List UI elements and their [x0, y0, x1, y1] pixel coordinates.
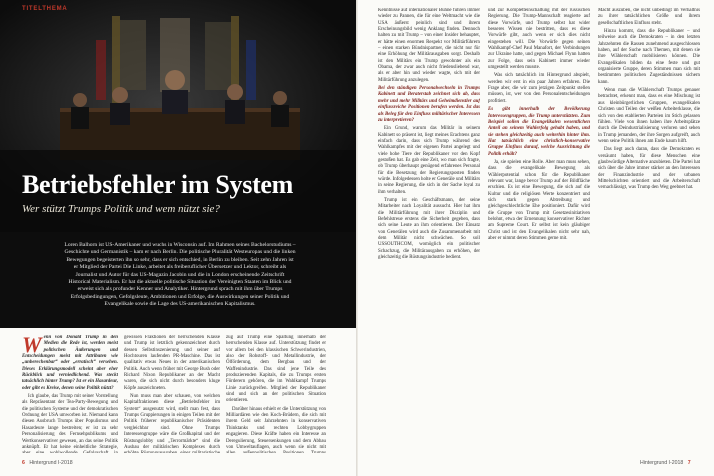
- paragraph: Ich glaube, das Trump mit seiner Vorstellung als Repräsentant der Tea-Party-Bewegung und die politischen Systeme und der demokratischen Ordnung der USA umworben ist. Niemand kann diesen Ausbruch Trumps über Populismus und Hasardeure lange bestreiten; er ist zu sehr Personalisierung des Fernsehpublikums und Wertkonservativer gewesen, an das seine Politik anknüpft. Er hat keine einheitliche Strategie,: [22, 394, 118, 450]
- hero-photo: [0, 0, 357, 232]
- page-number-right: 7: [687, 460, 691, 466]
- paragraph: Wenn man die Wählerschaft Trumps genauer betrachtet, erkennt man, dass es eine Mischung ist aus kleinbürgerlichen Gruppen, evangelikalen Christen und Teilen der weißen Arbeiterklasse, die sich von den etablierten Parteien im Stich gelassen fühlen. Viele von ihnen haben ihre Arbeitsplätze durch die Deindustrialisierung verloren und sehen in Trump jemanden, der ihre Sorgen aufgreift, auch wenn seine Politik ihnen am Ende kaum hilft.: [598, 88, 700, 144]
- paragraph: Nun muss man aber schauen, von welchen Kapitalfraktionen diese „Betriebsfehler im System“ ausgenutzt wird, stellt man fest, dass Trumps Gruppierungen in einigen Teilen mit der Politik früherer republikanischer Präsidenten vergleichbar sind. Ohne Trumps Interessengruppe wäre die Großkapital und der Rüstungslobby und „Terrormärkte“ sind die Ausbau der militärischen Komplexes durch: [124, 394, 220, 450]
- page-gutter: [356, 0, 358, 476]
- paragraph: Ein Grund, warum das Militär in seinem Kabinett so präsent ist, liegt meines Erachtens ganz einfach darin, dass sich Trump während des Wahlkampfes mit der eigenen Partei angelegt und viele hohe Tiere der Republikaner vor den Kopf gestoßen hat. Es gab eine Zeit, wo man sich fragte, ob Trump überhaupt genügend erfahrenes Personal für die Besetzung der Regierungsposten finden würde. Infolgedessen holte er Generäle und Militärs in seine Regierung, die sich in der Sache loyal zu ihm verhalten.: [378, 126, 480, 195]
- intro-text: Loren Balhorn ist US-Amerikaner und wuchs in Wisconsin auf. Im Rahmen seines Bachelorstudiums – Geschichte und Germanistik – kam er nach Berlin. Die politische Pluralität Westeuropas und die linken Bewegungen begeisterten ihn so sehr, dass er sich entschied, in Berlin zu bleiben. Seit zehn Jahren ist er Mitglied der Partei Die Linke, arbeitet als freiberuflicher Übersetzer und Lektor, schreibt als Journalist und Autor für das US-Magazin Jacobin und die in London erscheinende Zeitschrift Historical Materialism. Er hat die aktuelle politische Situation der Vereinigten Staaten im Blick und erweist sich als profunder Kenner und Analytiker. Hintergrund sprach mit ihm über Trumps Erfolgsbedingungen, Gefolgsleute, Ambitionen und Erfolge, die Auswirkungen seiner Politik und Evangelikale sowie die Lage des US-amerikanischen Kapitalismus.: [64, 242, 296, 308]
- intro-box: [0, 232, 357, 328]
- paragraph: Ja, sie spielen eine Rolle. Aber man muss sehen, dass die evangelikale Bewegung als Wählerpotential schon für die Republikaner relevant war, lange bevor Trump auf der Bildfläche erschien. Es ist eine Bewegung, die sich auf die Kultur und die religiösen Werte konzentriert und sich stark gegen Abtreibung und gleichgeschlechtliche Ehe positioniert. Dafür wird die Gruppe von Trump mit Gesetzesinitiativen belohnt, etwa der Ernennung konservativer Richter am Supreme Court. Er selbst ist kein gläubiger Christ und ist den Evangelikalen nicht sehr nah, aber er nimmt deren Stimmen gerne mit.: [488, 159, 590, 242]
- interview-question: Bei den ständigen Personalwechseln in Trumps Kabinett und Beraterstab zeichnet sich ab, dass mehr und mehr Militärs und Geheimdienstler auf einflussreiche Positionen berufen werden. Ist das als Beleg für den Einfluss militärischer Interessen zu interpretieren?: [378, 86, 480, 123]
- column-2: [124, 335, 220, 453]
- footer-right-text: Hintergrund I-2018: [640, 460, 684, 466]
- column-4: [378, 8, 480, 453]
- footer-right: [640, 460, 691, 466]
- article-subline: Wer stützt Trumps Politik und wem nützt sie?: [22, 203, 220, 215]
- column-1: [22, 335, 118, 453]
- paragraph: Hinzu kommt, dass die Republikaner – und teilweise auch die Demokraten – in den letzten Jahrzehnten die Rassen zunehmend ausgeschlossen haben, auf der Suche nach Themen, mit denen sie ihre Wählerschaft mobilisieren können. Die Evangelikalen bilden da eine feste und gut organisierte Gruppe, deren Stimmen man sich mit bestimmten politischen Zugeständnissen sichern kann.: [598, 29, 700, 85]
- paragraph: Trump ist ein Geschäftsmann, der seine Mitarbeiter nach Loyalität aussucht. Hier hat ihm die Militärführung mit ihrer Disziplin und Befehlstreue erstens die Sicherheit gegeben, dass sich seine Leute an ihm orientieren. Der Einsatz von Generälen wird auch die Zusammenarbeit mit dem Militär nicht schwächen. So soll USSOUTHCOM, womöglich ein politischer Schachzug, die Militärausgaben zu erhöhen, der gleichzeitig die Rüstungsindustrie bedient.: [378, 197, 480, 261]
- column-5: [488, 8, 590, 453]
- column-3: [226, 335, 326, 453]
- paragraph: und zur Kompletteinschaltung mit der russischen Regierung. Die Trump-Mannschaft reagierte auf diese Vorwürfe, und Trump selbst hat wider besseres Wissen nie bestritten, dass es diese Vorwürfe gibt, auch wenn er sich dies nicht eingestehen will. Die Vorwürfe gegen seinen Wahlkampf-Chef Paul Manafort, der Verbindungen zur Ukraine hatte, und gegen Michael Flynn hatten zur Folge, dass sein Kabinett immer wieder umgestellt werden musste.: [488, 8, 590, 71]
- article-headline: Betriebsfehler im System: [22, 170, 294, 199]
- paragraph: Macht auszüben, die nicht unbedingt im Verhältnis zu ihrer tatsächlichen Größe und ihrem gesellschaftlichen Einfluss steht.: [598, 8, 700, 26]
- footer-left-text: Hintergrund I-2018: [29, 460, 73, 466]
- column-6: [598, 8, 700, 453]
- footer-left: [22, 460, 73, 466]
- paragraph: Kenntnisse auf internationaler Bühne führen immer wieder zu Pannen, die für eine Weltmacht wie die USA äußerst peinlich sind und ihrem Erscheinungsbild wenig Anklang finden. Dennoch halten zu mit Trump – von einer Insider behauptet, er hätte einen enormen Respekt vor Militärführern – einen starken Bündnispartner, die nicht nur für eine Erhöhung der Militärausgaben sorgt. Deshalb ist den Militärs ein Trump gewohnter als ein Obama, der zwar auch nicht friedensliebend war, als er aber hin und wieder wagte, sich mit der Militärführung anzulegen.: [378, 8, 480, 83]
- paragraph: Was sich tatsächlich im Hintergrund abspielt, werden wir erst in ein paar Jahren erfahren. Die Frage aber, die wir zum jetzigen Zeitpunkt stellen müssen, ist, wer von den Personalentscheidungen profitiert.: [488, 73, 590, 104]
- paragraph: Das liegt auch daran, dass die Demokraten es versäumt haben, für diese Menschen eine glaubwürdige Alternative anzubieten. Die Partei hat sich über die Jahre immer stärker an den Interessen der Finanzindustrie und der urbanen Mittelschichten orientiert und die Arbeiterschaft vernachlässigt, was Trump den Weg geebnet hat.: [598, 147, 700, 191]
- drop-cap: W: [22, 335, 42, 357]
- paragraph: zug auf Trump eine Spaltung innerhalb der herrschenden Klasse auf. Unterstützung findet er vor allem bei den klassischen Schwerindustrien, also der Rohstoff- und Metallindustrie, der Ölförderung, dem Bergbau und der Waffenindustrie. Das sind jene Teile des produzierenden Kapitals, die zu Trumps ersten Förderern gehören, die im Wahlkampf Trumps Linie zurückgreifen. Mitglied der Republikaner sind und sich an der politischen Situation orientieren.: [226, 335, 326, 404]
- interview-question: Es gibt innerhalb der Bevölkerung Interessengruppen, die Trump unterstützten. Zum Beispiel sollen die Evangelikalen wesentlichen Anteil an seinem Wahlerfolg gehabt haben, und sie stehen gleichzeitig auch weiterhin hinter ihm. Hat tatsächlich eine christlich-konservative Gruppe Einfluss darauf, welche Ausrichtung die Politik erhält?: [488, 107, 590, 157]
- paragraph: gewissen Fraktionen der herrschenden Klasse und Trump ist letztlich gekennzeichnet durch dessen Selbstinszenierung und seiner auf Hochtouren laufenden PR-Maschine. Das ist qualitativ etwas Neues in der amerikanischen Politik. Auch wenn früher mit George Bush oder Richard Nixon Republikaner an der Macht waren, die sich nicht durch besonders kluge Köpfe auszeichneten.: [124, 335, 220, 391]
- section-kicker: TITELTHEMA: [22, 6, 68, 12]
- lead-paragraph: [22, 335, 118, 392]
- lead-text: enn von Donald Trump in den Medien die Rede ist, werden meist politischen Äußerungen und Entscheidungen meist mit Attributen wie „unberechenbar“ oder „erratisch“ versehen. Dieses Erklärungsmodell scheint aber eher Rückblick und verniedlichend. Was steckt tatsächlich hinter Trump? Ist er ein Hasardeur, oder gibt es Kreise, denen seine Politik nützt?: [22, 335, 118, 391]
- page-number-left: 6: [22, 460, 25, 466]
- paragraph: Darüber hinaus erhielt er die Unterstützung von Milliardären wie den Koch-Brüdern, die sich mit ihrem Geld seit Jahrzehnten in konservativen Thinktanks und rechten Lobbygruppen engagieren. Diese Kräfte haben ein Interesse an Deregulierung, Steuersenkungen und dem Abbau von Umweltauflagen, auch wenn sie nicht mit: [226, 406, 326, 450]
